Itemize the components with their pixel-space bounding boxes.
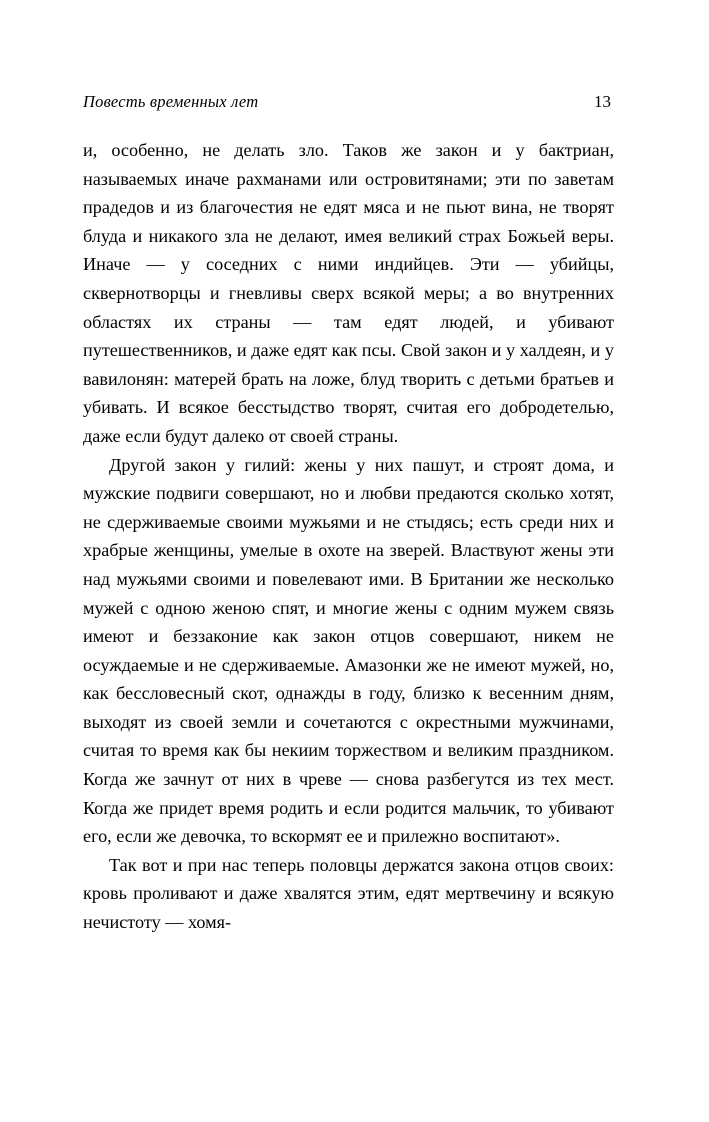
paragraph: Другой закон у гилий: жены у них пашут, и строят дома, и мужские подвиги совершают, но и любви предаются сколько хотят, не сдерживаемые своими мужьями и не стыдясь; есть среди них и храбрые женщины, умелые в охоте на зверей. Властвуют жены эти над мужьями своими и повелевают ими. В Британии же несколько мужей с одною женою спят, и многие жены с одним мужем связь имеют и беззаконие как закон отцов совершают, никем не осуждаемые и не сдерживаемые. Амазонки же не имеют мужей, но, как бессловесный скот, однажды в году, близко к весенним дням, выходят из своей земли и сочетаются с окрестными мужчинами, считая то время как бы некиим торжеством и великим праздником. Когда же зачнут от них в чреве — снова разбегутся из тех мест. Когда же придет время родить и если родится мальчик, то убивают его, если же девочка, то вскормят ее и прилежно воспитают». bbox=[83, 454, 614, 847]
page-number: 13 bbox=[594, 92, 611, 111]
paragraph: и, особенно, не делать зло. Таков же закон и у бактриан, называемых иначе рахманами или островитянами; эти по заветам прадедов и из благочестия не едят мяса и не пьют вина, не творят блуда и никакого зла не делают, имея великий страх Божьей веры. Иначе — у соседних с ними индийцев. Эти — убийцы, сквернотворцы и гневливы сверх всякой меры; а во внутренних областях их страны — там едят людей, и убивают путешественников, и даже едят как псы. Свой закон и у халдеян, и у вавилонян: матерей брать на ложе, блуд творить с детьми братьев и убивать. И всякое бесстыдство творят, считая его добродетелью, даже если будут далеко от своей страны. bbox=[83, 140, 614, 446]
running-head-title: Повесть временных лет bbox=[83, 92, 259, 111]
page-body-text bbox=[83, 136, 614, 937]
page-header bbox=[83, 92, 611, 112]
paragraph: Так вот и при нас теперь половцы держатся закона отцов своих: кровь проливают и даже хвалятся этим, едят мертвечину и всякую нечистоту — хомя- bbox=[83, 854, 614, 933]
